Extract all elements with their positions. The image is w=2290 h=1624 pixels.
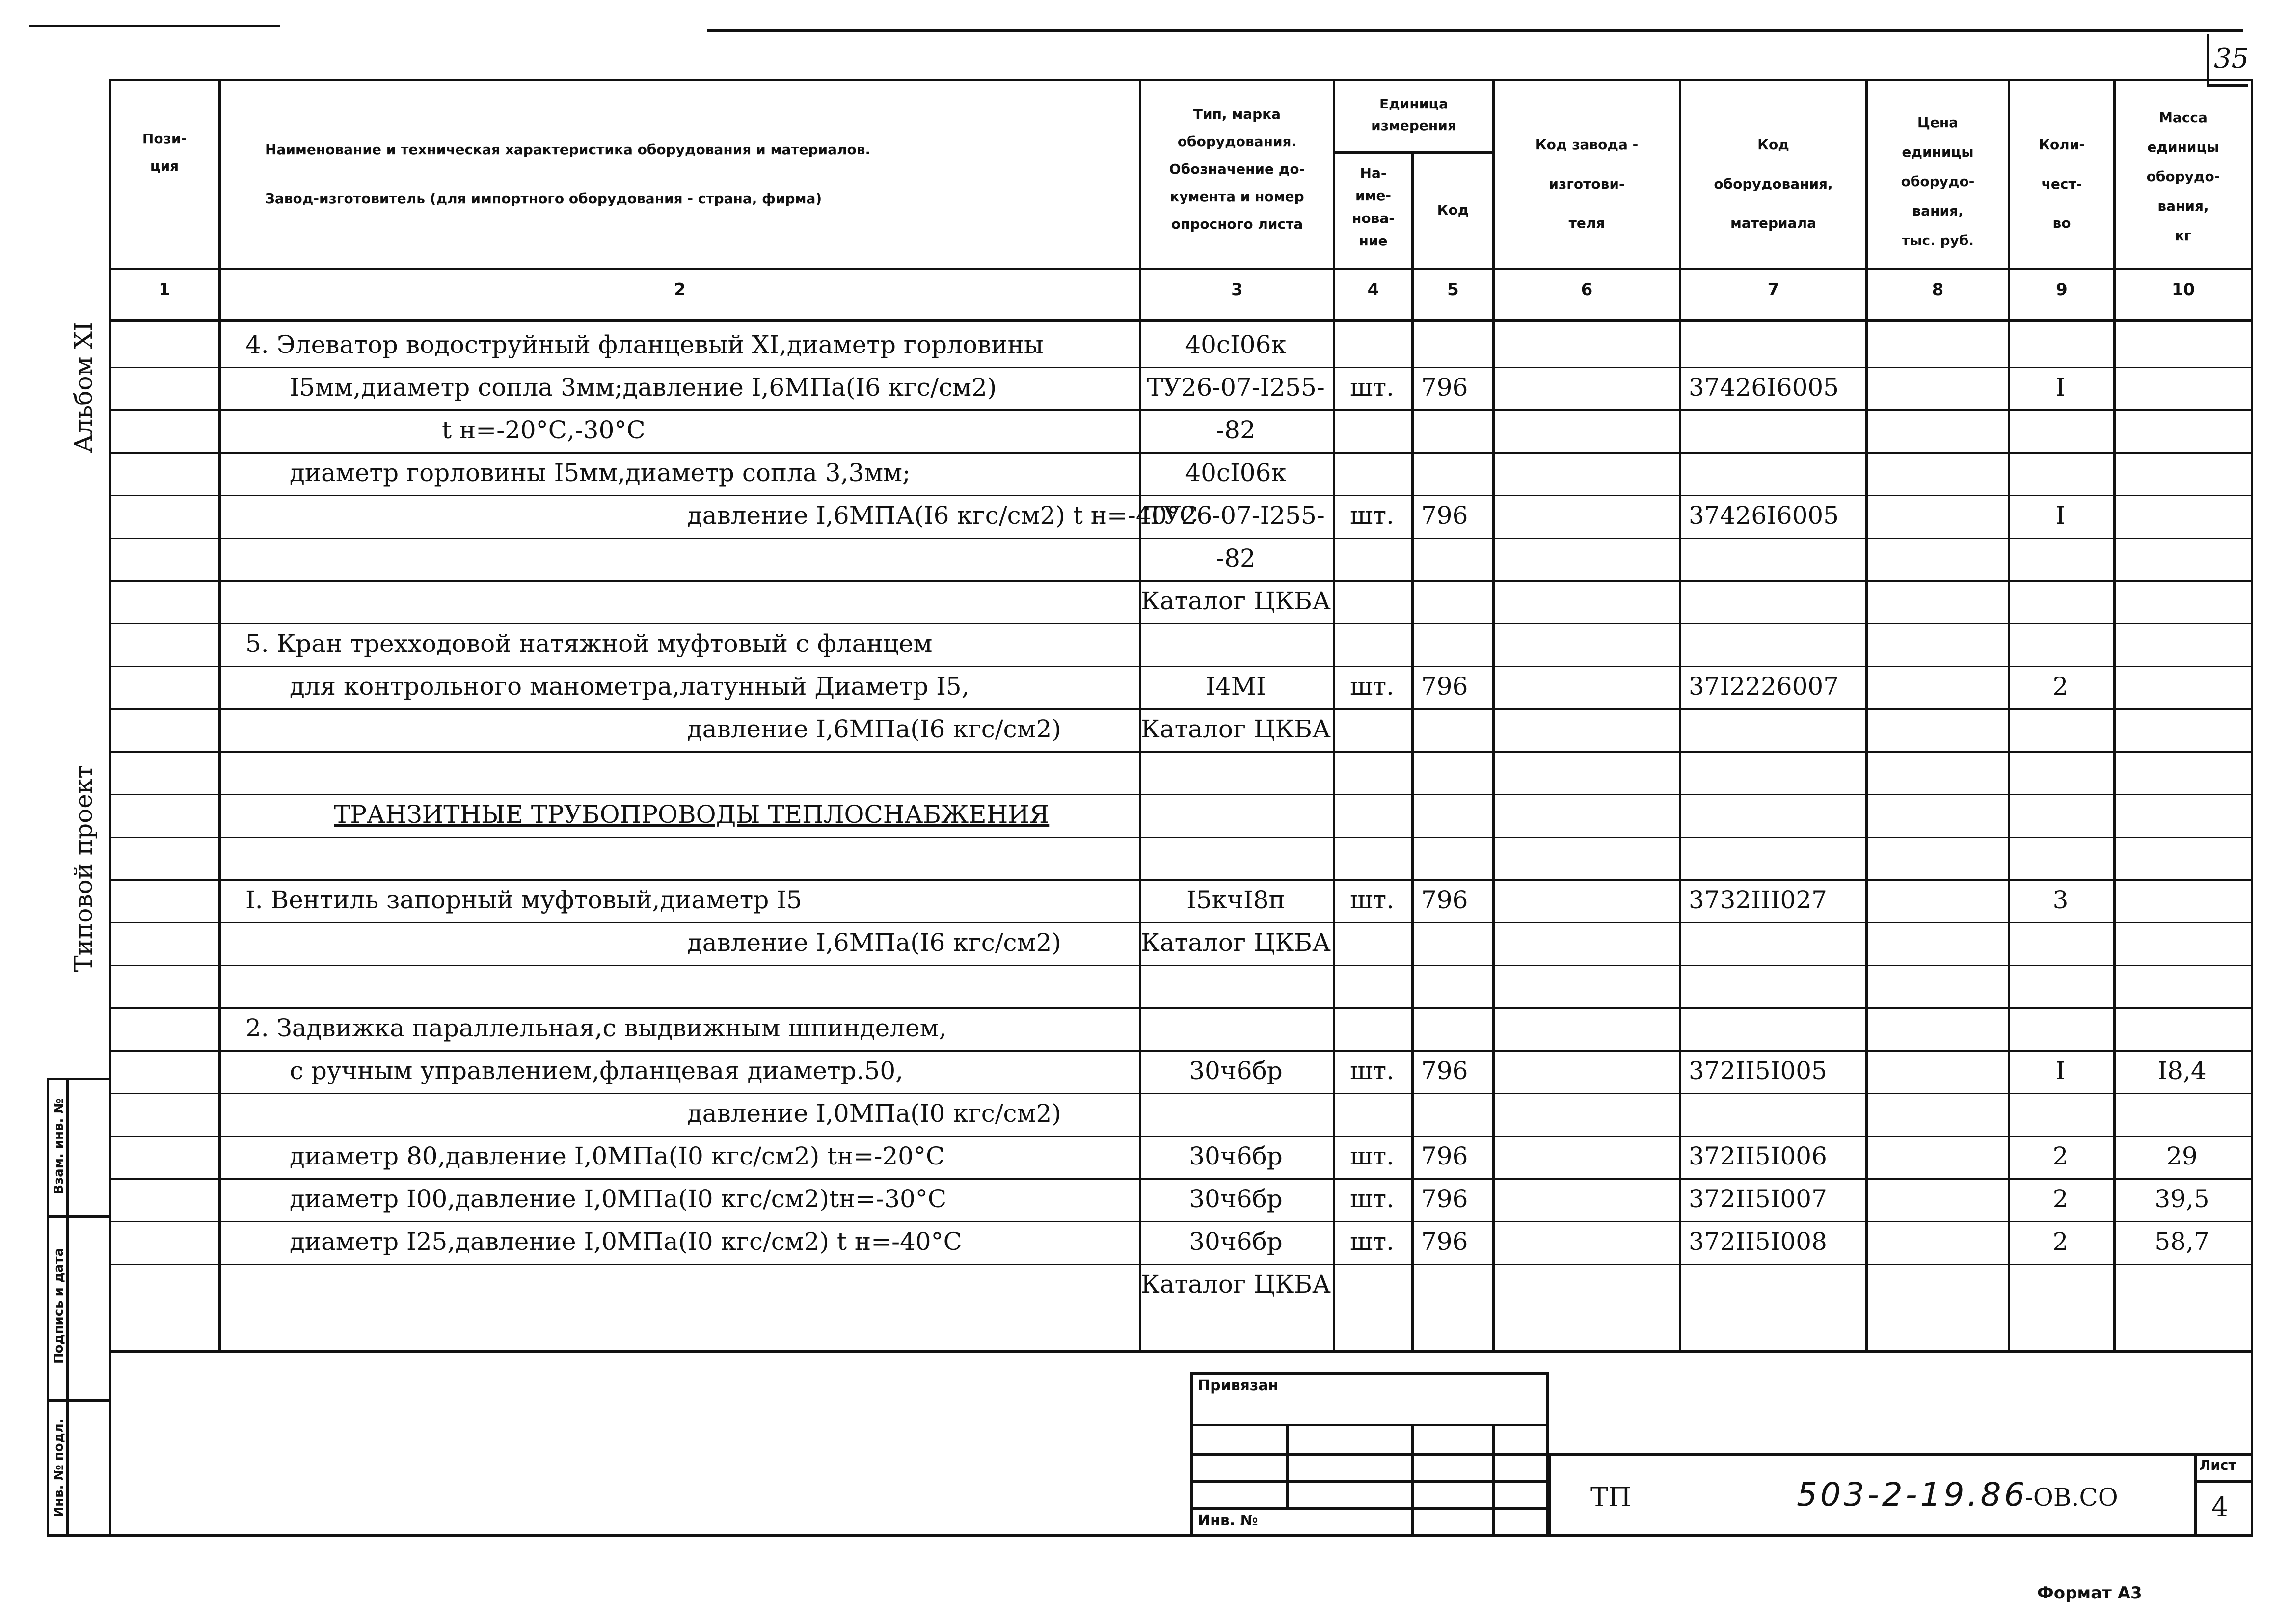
row-name: t н=-20°С,-30°С [442,416,646,444]
row-type: 40сI06к [1185,459,1287,487]
row-name: ТРАНЗИТНЫЕ ТРУБОПРОВОДЫ ТЕПЛОСНАБЖЕНИЯ [334,800,1050,829]
row-unit: шт. [1349,1142,1395,1170]
row-divider [109,1264,2252,1265]
vzam-label: Взам. инв. № [52,1098,66,1194]
row-divider [109,495,2252,496]
row-type: Каталог ЦКБА [1141,715,1331,743]
row-type: Каталог ЦКБА [1141,587,1331,615]
row-code: 796 [1421,1142,1468,1170]
row-name: I. Вентиль запорный муфтовый,диаметр I5 [245,886,802,914]
row-type: -82 [1216,544,1256,572]
row-material-code: 372II5I005 [1689,1056,1827,1085]
row-code: 796 [1421,1227,1468,1256]
row-divider [109,538,2252,539]
row-type: 40сI06к [1185,330,1287,359]
row-divider [109,794,2252,795]
row-unit: шт. [1349,1185,1395,1213]
row-name: для контрольного манометра,латунный Диаметр I5, [290,672,970,701]
tp-label: ТП [1590,1482,1632,1513]
col-number: 10 [2171,280,2195,299]
header-col7: Код оборудования, материала [1714,136,1833,231]
podpis-label: Подпись и дата [52,1247,66,1364]
row-type: Каталог ЦКБА [1141,928,1331,957]
row-material-code: 372II5I006 [1689,1142,1827,1170]
row-unit: шт. [1349,1056,1395,1085]
row-type: -82 [1216,416,1256,444]
row-code: 796 [1421,1185,1468,1213]
header-unit: Единица измерения [1371,96,1456,134]
header-col4: На- име- нова- ние [1352,165,1395,249]
row-code: 796 [1421,1056,1468,1085]
row-divider [109,452,2252,454]
row-name: давление I,6МПА(I6 кгс/см2) t н=-40°С [687,501,1198,530]
row-divider [109,1007,2252,1009]
inv-no-label: Инв. № [1198,1512,1258,1529]
inv-label: Инв. № подл. [52,1418,66,1517]
row-divider [109,708,2252,710]
row-divider [109,1093,2252,1094]
row-unit: шт. [1349,373,1395,402]
row-code: 796 [1421,886,1468,914]
header-col2: Наименование и техническая характеристика оборудования и материалов. Завод-изготовитель (для импортного оборудования - страна, фирма) [265,141,871,207]
row-divider [109,879,2252,881]
row-quantity: I [2055,373,2066,402]
row-name: с ручным управлением,фланцевая диаметр.50, [290,1056,904,1085]
row-unit: шт. [1349,1227,1395,1256]
row-material-code: 37I2226007 [1689,672,1839,701]
col-number: 8 [1932,280,1944,299]
row-name: давление I,6МПа(I6 кгс/см2) [687,928,1061,957]
header-col10: Масса единицы оборудо- вания, кг [2146,109,2220,244]
row-divider [109,751,2252,753]
row-divider [109,922,2252,923]
sheet-number: 4 [2211,1491,2229,1522]
row-divider [109,837,2252,838]
row-type: Каталог ЦКБА [1141,1270,1331,1299]
row-code: 796 [1421,501,1468,530]
header-col3: Тип, марка оборудования. Обозначение до- кумента и номер опросного листа [1169,106,1305,232]
page-number: 35 [2214,43,2249,75]
row-divider [109,409,2252,411]
row-material-code: 37426I6005 [1689,373,1839,402]
col-number: 1 [159,280,170,299]
row-type: I4МI [1206,672,1266,701]
row-quantity: I [2055,501,2066,530]
row-divider [109,1178,2252,1180]
row-divider [109,965,2252,966]
row-name: диаметр I00,давление I,0МПа(I0 кгс/см2)tн=-30°С [290,1185,947,1213]
row-name: 2. Задвижка параллельная,с выдвижным шпинделем, [245,1014,947,1042]
row-type: I5кчI8п [1186,886,1285,914]
row-quantity: 2 [2052,672,2069,701]
row-mass: 29 [2166,1142,2198,1170]
col-number: 6 [1581,280,1593,299]
row-quantity: I [2055,1056,2066,1085]
project-label: Типовой проект [69,765,98,972]
row-material-code: 3732III027 [1689,886,1827,914]
header-col5: Код [1437,202,1469,218]
header-col1: Пози- ция [142,131,187,174]
row-divider [109,367,2252,368]
doc-suffix: -ОВ.СО [2025,1483,2118,1512]
doc-code: 503-2-19.86 [1797,1476,2028,1514]
row-mass: 39,5 [2155,1185,2209,1213]
row-quantity: 2 [2052,1185,2069,1213]
row-name: диаметр горловины I5мм,диаметр сопла 3,3мм; [290,459,911,487]
row-material-code: 37426I6005 [1689,501,1839,530]
privyazan-label: Привязан [1198,1377,1279,1394]
row-unit: шт. [1349,501,1395,530]
row-type: ТУ26-07-I255- [1147,373,1325,402]
row-name: диаметр 80,давление I,0МПа(I0 кгс/см2) tн=-20°С [290,1142,945,1170]
row-name: давление I,6МПа(I6 кгс/см2) [687,715,1061,743]
header-col8: Цена единицы оборудо- вания, тыс. руб. [1901,114,1975,248]
row-unit: шт. [1349,672,1395,701]
format-label: Формат А3 [2037,1583,2142,1603]
row-name: 4. Элеватор водоструйный фланцевый ХI,диаметр горловины [245,330,1044,359]
row-unit: шт. [1349,886,1395,914]
row-name: давление I,0МПа(I0 кгс/см2) [687,1099,1061,1128]
row-name: I5мм,диаметр сопла 3мм;давление I,6МПа(I6 кгс/см2) [290,373,997,402]
row-type: 30ч6бр [1189,1185,1283,1213]
row-type: 30ч6бр [1189,1142,1283,1170]
col-number: 9 [2056,280,2068,299]
col-number: 3 [1231,280,1243,299]
row-quantity: 3 [2052,886,2069,914]
row-divider [109,580,2252,582]
row-quantity: 2 [2052,1227,2069,1256]
row-mass: I8,4 [2157,1056,2207,1085]
row-type: ТУ26-07-I255- [1147,501,1325,530]
col-number: 7 [1767,280,1779,299]
row-divider [109,666,2252,667]
row-mass: 58,7 [2155,1227,2209,1256]
row-code: 796 [1421,373,1468,402]
row-name: 5. Кран трехходовой натяжной муфтовый с фланцем [245,629,933,658]
row-material-code: 372II5I008 [1689,1227,1827,1256]
row-quantity: 2 [2052,1142,2069,1170]
row-divider [109,623,2252,624]
header-col9: Коли- чест- во [2039,136,2085,231]
row-divider [109,1050,2252,1052]
album-label: Альбом XI [69,322,98,453]
row-name: диаметр I25,давление I,0МПа(I0 кгс/см2) t н=-40°С [290,1227,962,1256]
row-code: 796 [1421,672,1468,701]
row-divider [109,1136,2252,1137]
header-col6: Код завода - изготови- теля [1535,136,1639,231]
col-number: 5 [1447,280,1459,299]
col-number: 2 [674,280,686,299]
col-number: 4 [1367,280,1379,299]
sheet-label: Лист [2199,1457,2236,1473]
row-divider [109,1221,2252,1222]
row-material-code: 372II5I007 [1689,1185,1827,1213]
row-type: 30ч6бр [1189,1056,1283,1085]
row-type: 30ч6бр [1189,1227,1283,1256]
